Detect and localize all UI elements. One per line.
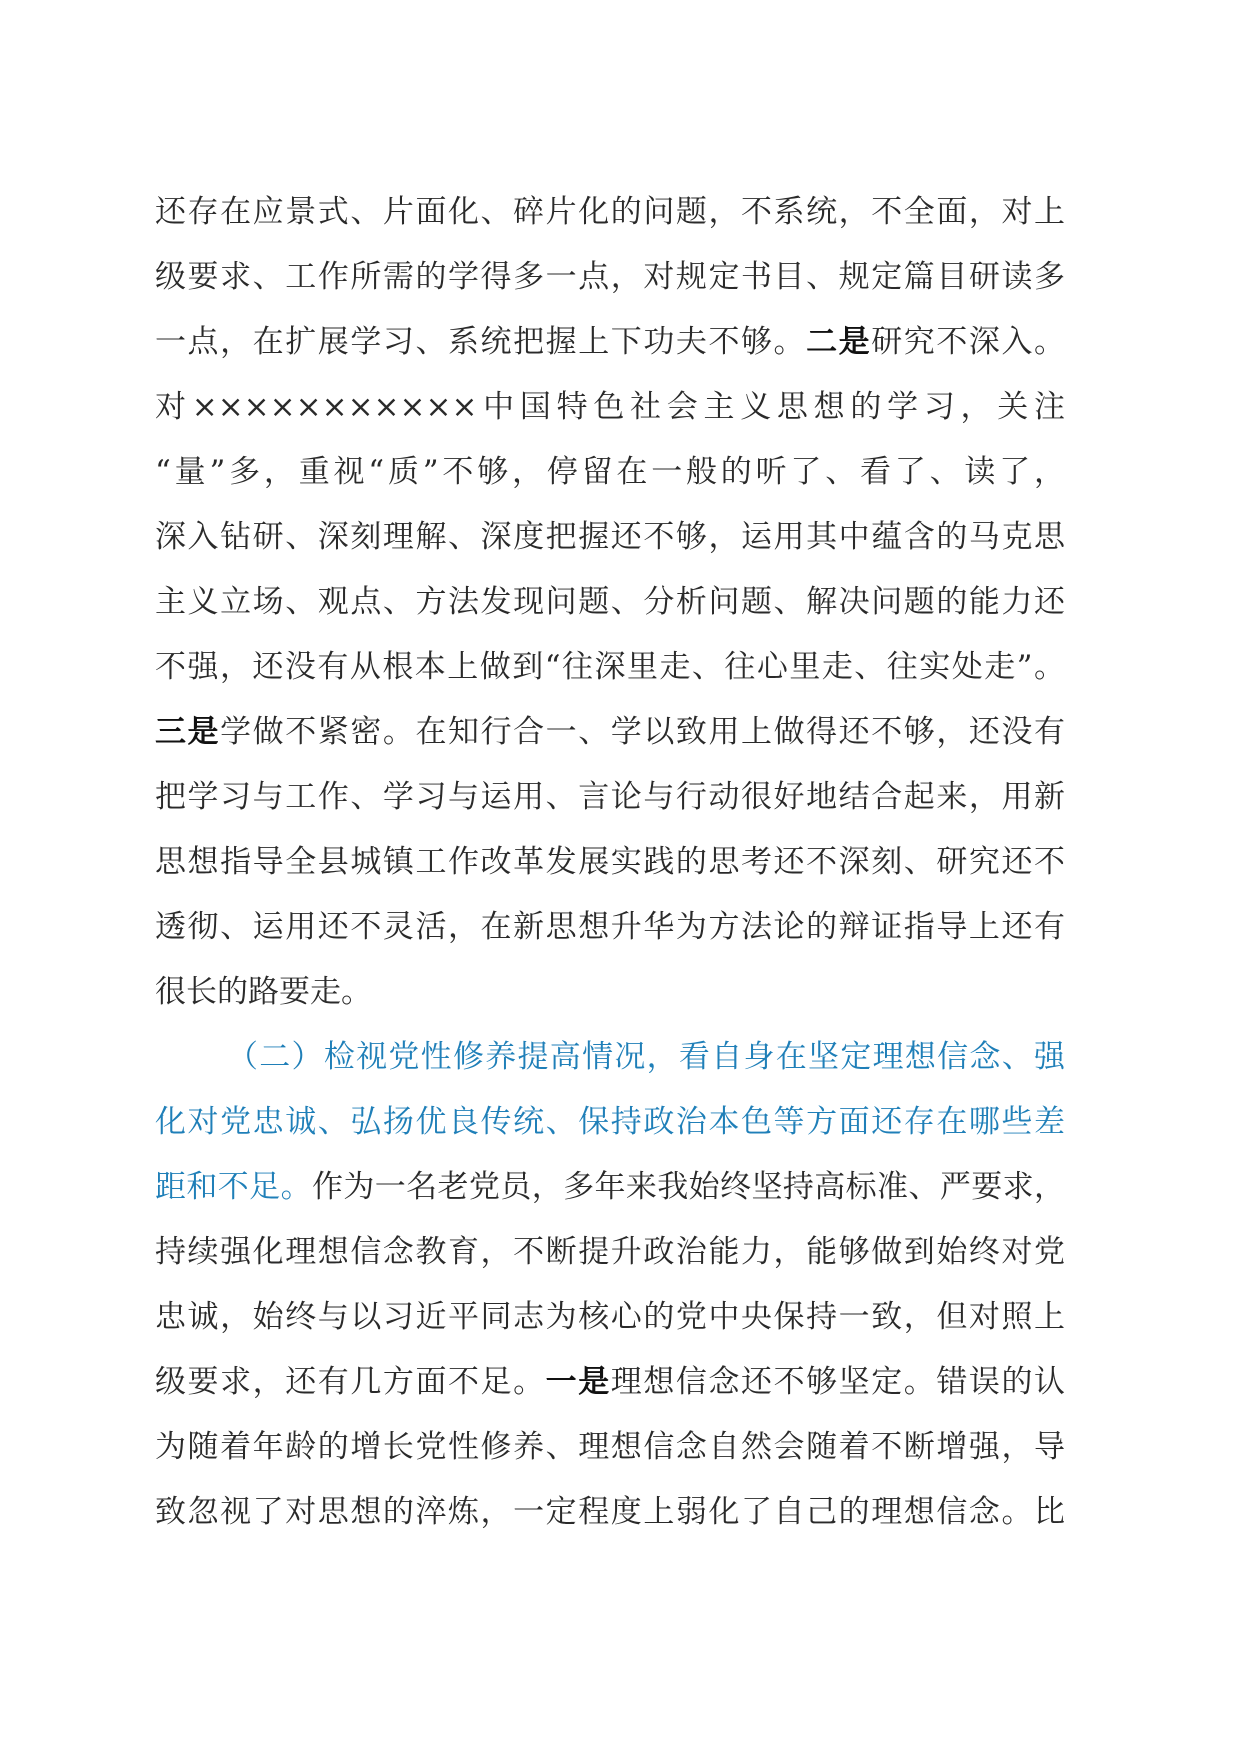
text-line: [155, 1155, 1065, 1220]
body-text: 持续强化理想信念教育，不断提升政治能力，能够做到始终对党: [155, 1234, 1065, 1270]
text-line: [155, 505, 1065, 570]
text-line: [155, 635, 1065, 700]
body-text: “量”多，重视“质”不够，停留在一般的听了、看了、读了，: [155, 454, 1065, 490]
body-text: 深入钻研、深刻理解、深度把握还不够，运用其中蕴含的马克思: [155, 519, 1065, 555]
body-text: 主义立场、观点、方法发现问题、分析问题、解决问题的能力还: [155, 584, 1065, 620]
text-line: [155, 1415, 1065, 1480]
section-heading-text: 化对党忠诚、弘扬优良传统、保持政治本色等方面还存在哪些差: [155, 1104, 1065, 1140]
text-line: [155, 765, 1065, 830]
section-heading-text: （二）检视党性修养提高情况，看自身在坚定理想信念、强: [227, 1039, 1065, 1075]
text-line: [155, 375, 1065, 440]
body-text: 研究不深入。: [871, 324, 1066, 360]
text-line: [155, 245, 1065, 310]
text-line: [155, 1025, 1065, 1090]
text-line: [155, 700, 1065, 765]
body-text: 思想指导全县城镇工作改革发展实践的思考还不深刻、研究还不: [155, 844, 1065, 880]
body-text: 不强，还没有从根本上做到“往深里走、往心里走、往实处走”。: [155, 649, 1065, 685]
text-line: [155, 180, 1065, 245]
body-text: 致忽视了对思想的淬炼，一定程度上弱化了自己的理想信念。比: [155, 1494, 1065, 1530]
body-text: 把学习与工作、学习与运用、言论与行动很好地结合起来，用新: [155, 779, 1065, 815]
text-line: [155, 440, 1065, 505]
text-line: [155, 895, 1065, 960]
body-text: 级要求、工作所需的学得多一点，对规定书目、规定篇目研读多: [155, 259, 1065, 295]
text-line: [155, 1480, 1065, 1545]
document-body: [155, 180, 1065, 1545]
body-text: 对×××××××××××中国特色社会主义思想的学习，关注: [155, 389, 1065, 425]
text-line: [155, 960, 1065, 1025]
body-text: 透彻、运用还不灵活，在新思想升华为方法论的辩证指导上还有: [155, 909, 1065, 945]
text-line: [155, 830, 1065, 895]
body-text: 学做不紧密。在知行合一、学以致用上做得还不够，还没有: [220, 714, 1066, 750]
body-text: 为随着年龄的增长党性修养、理想信念自然会随着不断增强，导: [155, 1429, 1065, 1465]
text-line: [155, 1285, 1065, 1350]
text-line: [155, 1090, 1065, 1155]
emphasis-text: 二是: [806, 324, 872, 360]
section-heading-text: 距和不足。: [155, 1169, 312, 1205]
text-line: [155, 1350, 1065, 1415]
body-text: 理想信念还不够坚定。错误的认: [610, 1364, 1066, 1400]
text-line: [155, 570, 1065, 635]
body-text: 作为一名老党员，多年来我始终坚持高标准、严要求，: [311, 1169, 1066, 1205]
emphasis-text: 三是: [155, 714, 221, 750]
body-text: 很长的路要走。: [155, 974, 372, 1010]
text-line: [155, 310, 1065, 375]
body-text: 级要求，还有几方面不足。: [155, 1364, 546, 1400]
emphasis-text: 一是: [545, 1364, 611, 1400]
body-text: 还存在应景式、片面化、碎片化的问题，不系统，不全面，对上: [155, 194, 1065, 230]
body-text: 忠诚，始终与以习近平同志为核心的党中央保持一致，但对照上: [155, 1299, 1065, 1335]
body-text: 一点，在扩展学习、系统把握上下功夫不够。: [155, 324, 807, 360]
text-line: [155, 1220, 1065, 1285]
